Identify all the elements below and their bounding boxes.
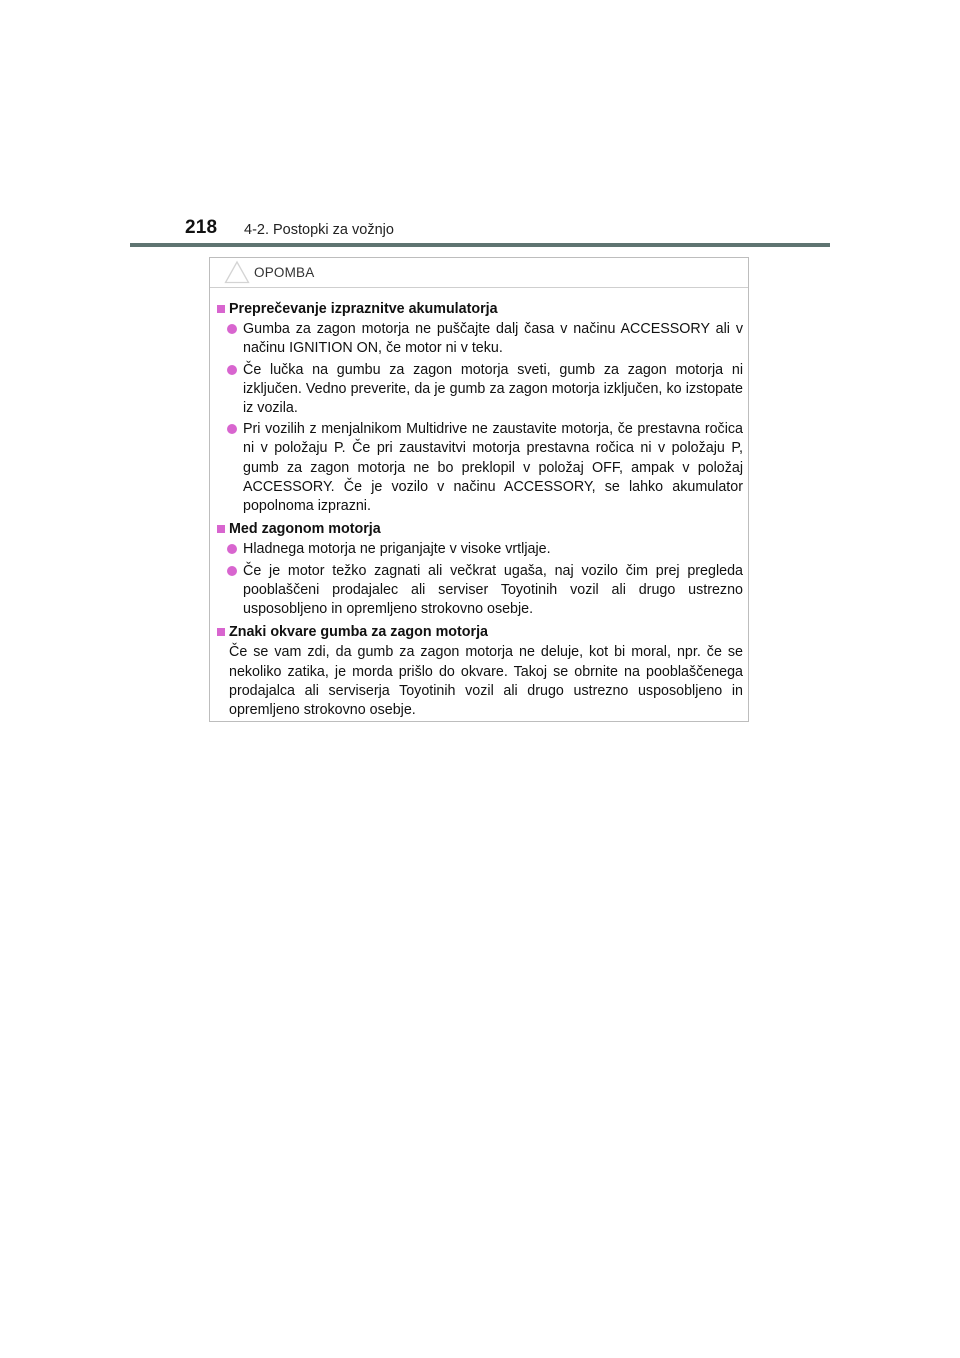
round-bullet-icon	[227, 544, 237, 554]
section-heading	[217, 623, 743, 642]
page-number: 218	[185, 217, 218, 238]
section-heading-text: Znaki okvare gumba za zagon motorja	[229, 624, 488, 641]
paragraph: Če se vam zdi, da gumb za zagon motorja ne deluje, kot bi moral, npr. če se nekoliko zatika, je morda prišlo do okvare. Takoj se obrnite na pooblaščenega prodajalca ali serviserja Toyotinih vozil ali drugo ustrezno usposobljeno in opremljeno strokovno osebje.	[229, 644, 743, 719]
list-item-text: Če je motor težko zagnati ali večkrat ugaša, naj vozilo čim prej pregleda pooblaščeni prodajalec ali serviser Toyotinih vozil ali drugo ustrezno usposobljeno in opremljeno strokovno osebje.	[243, 562, 743, 618]
list-item-text: Hladnega motorja ne priganjajte v visoke vrtljaje.	[243, 541, 551, 558]
round-bullet-icon	[227, 566, 237, 576]
section-heading	[217, 300, 743, 319]
list-item-text: Pri vozilih z menjalnikom Multidrive ne zaustavite motorja, če prestavna ročica ni v položaju P. Če pri zaustavitvi motorja prestavna ročica ni v položaju P, gumb za zagon motorja ne bo preklopil v položaj OFF, ampak v položaj ACCESSORY. Če je vozilo v načinu ACCESSORY, se lahko akumulator popolnoma izprazni.	[243, 421, 743, 515]
section-heading	[217, 520, 743, 539]
square-bullet-icon	[217, 305, 225, 313]
round-bullet-icon	[227, 324, 237, 334]
section-heading-text: Preprečevanje izpraznitve akumulatorja	[229, 301, 498, 317]
notice-header	[210, 258, 748, 288]
list-item	[217, 361, 743, 419]
square-bullet-icon	[217, 525, 225, 533]
notice-content	[217, 300, 743, 720]
list-item	[217, 320, 743, 358]
list-item-text: Če lučka na gumbu za zagon motorja sveti, gumb za zagon motorja ni izključen. Vedno preverite, da je gumb za zagon motorja izključen, ko izstopate iz vozila.	[243, 361, 743, 417]
section-heading-text: Med zagonom motorja	[229, 521, 381, 538]
list-item	[217, 540, 743, 559]
section-title: 4-2. Postopki za vožnjo	[244, 222, 394, 238]
round-bullet-icon	[227, 424, 237, 434]
list-item	[217, 420, 743, 516]
header-rule	[130, 243, 830, 247]
list-item	[217, 562, 743, 620]
warning-triangle-icon	[224, 260, 250, 284]
list-item-text: Gumba za zagon motorja ne puščajte dalj časa v načinu ACCESSORY ali v načinu IGNITION ON, če motor ni v teku.	[243, 321, 743, 357]
notice-label: OPOMBA	[254, 265, 315, 280]
square-bullet-icon	[217, 628, 225, 636]
notice-box	[209, 257, 749, 722]
round-bullet-icon	[227, 365, 237, 375]
